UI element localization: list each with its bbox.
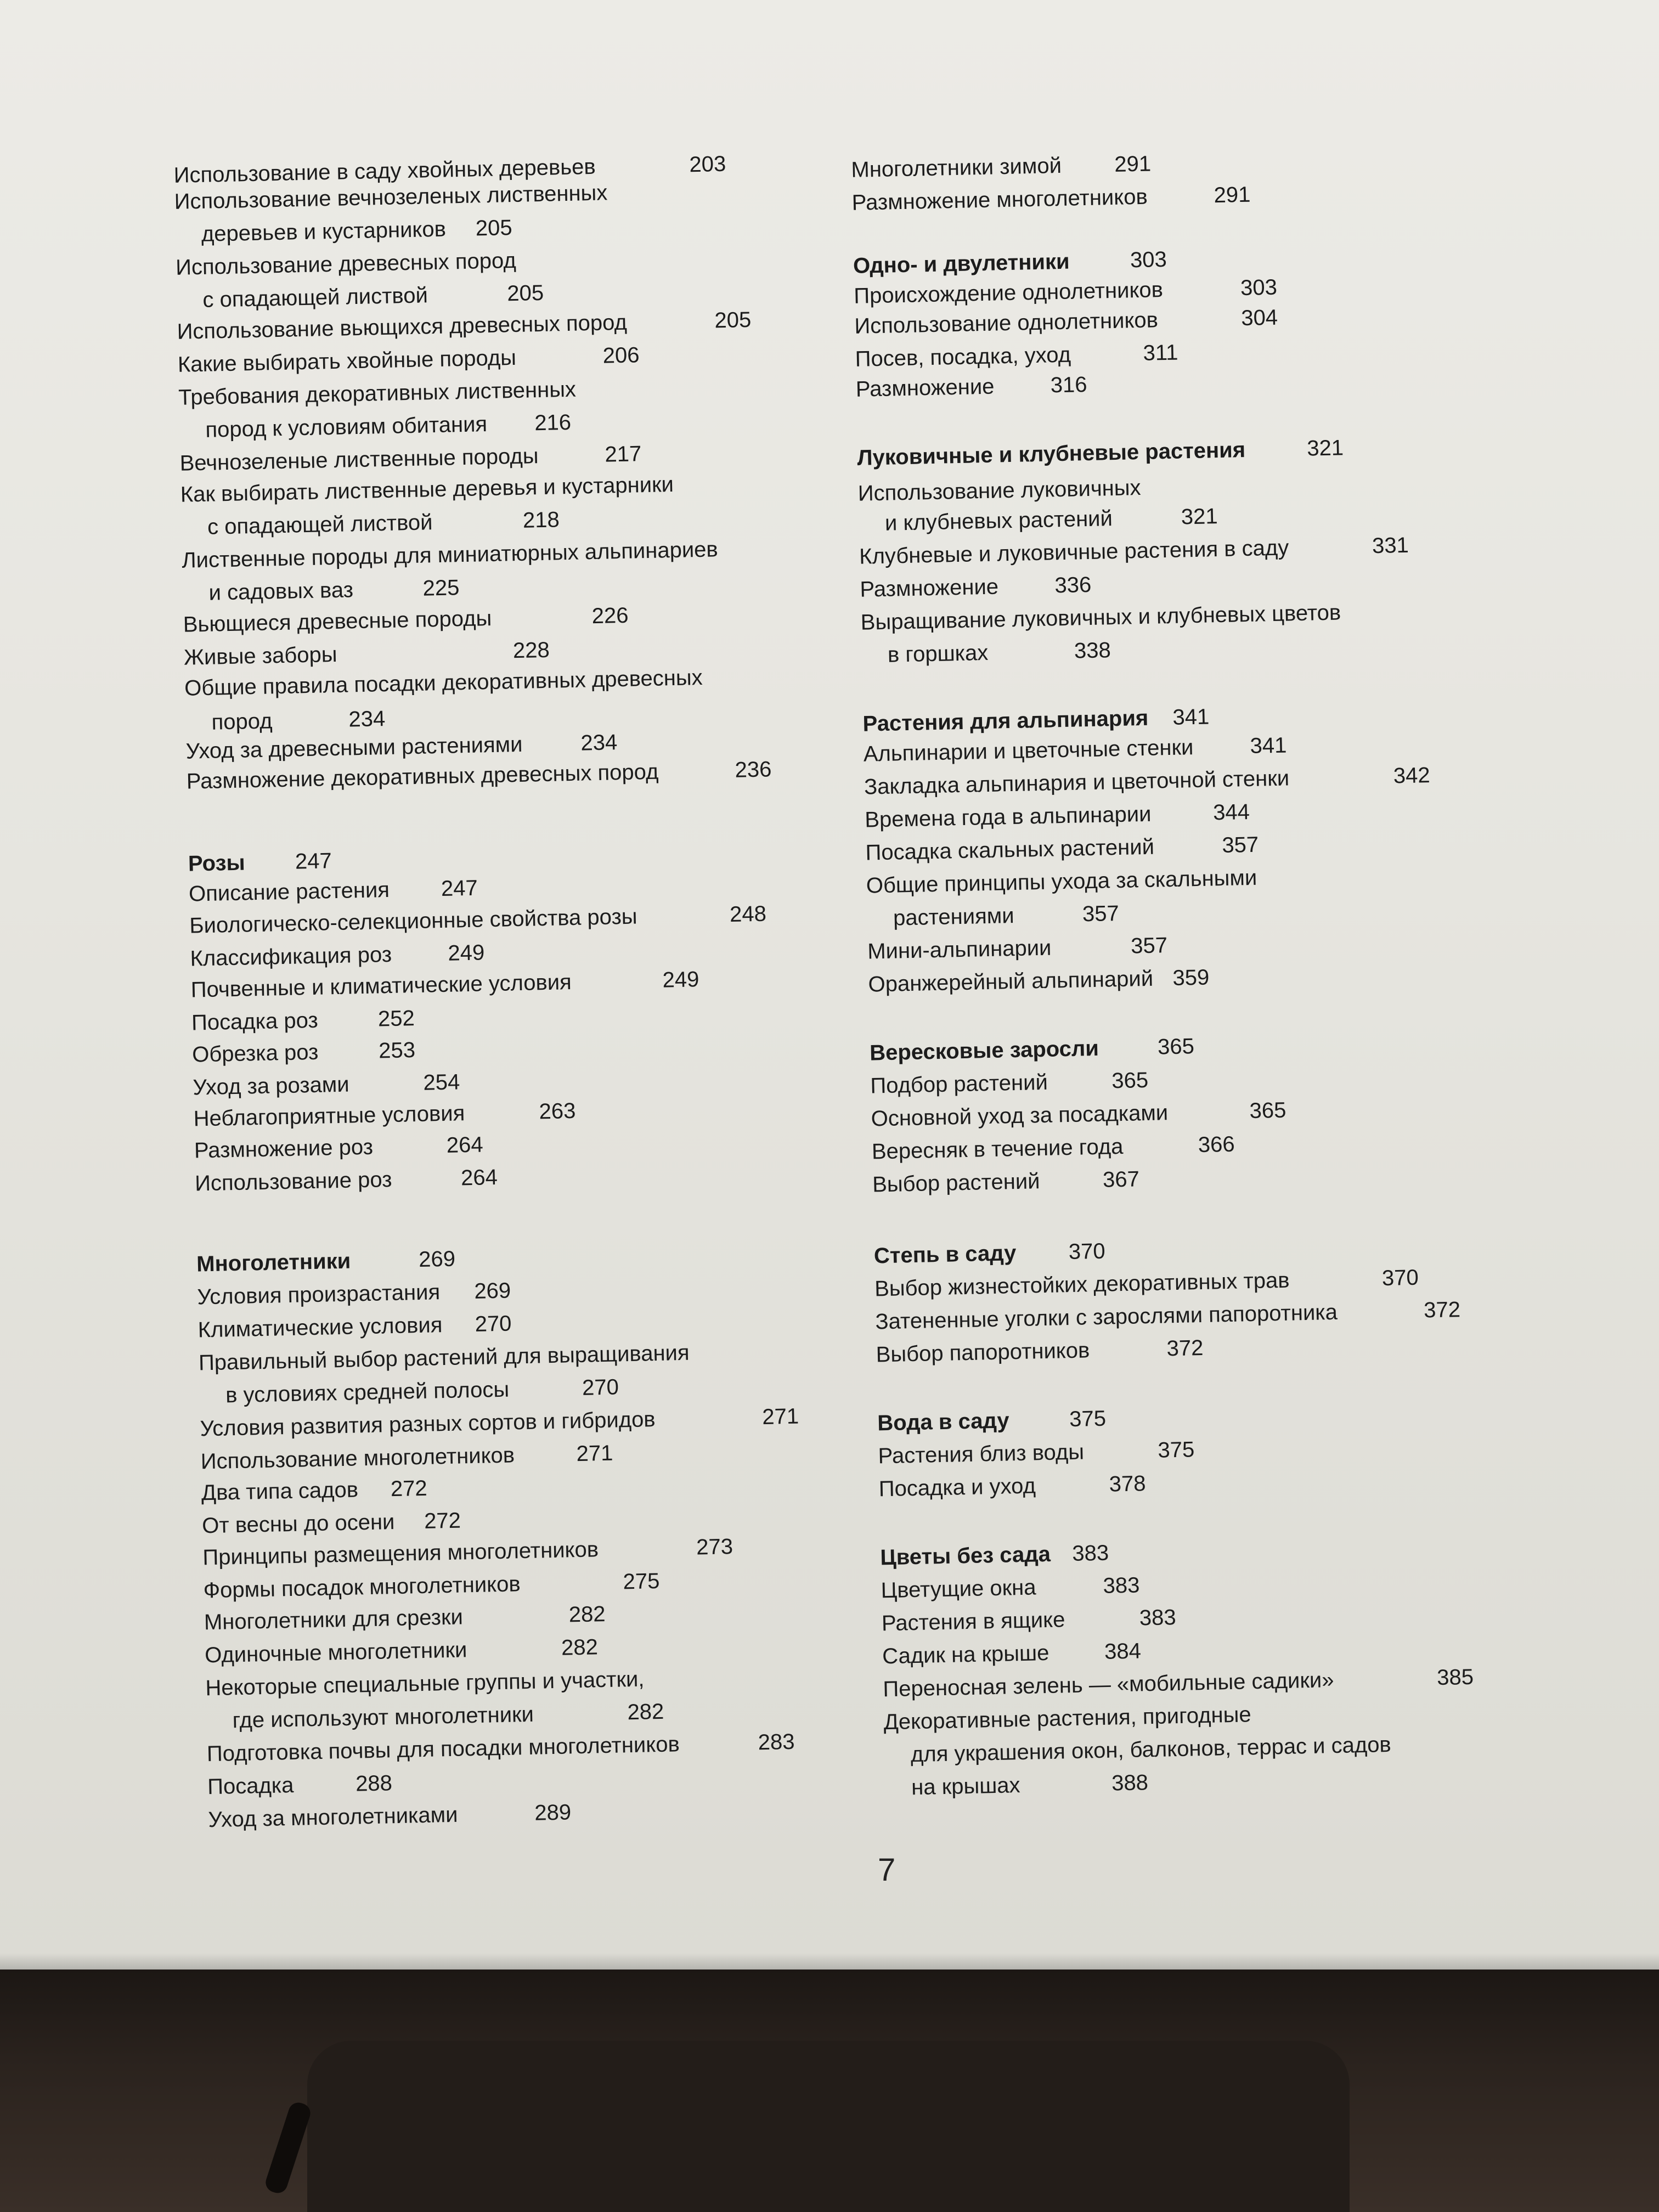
toc-entry-title: Степь в саду xyxy=(873,1241,1017,1268)
toc-entry-page: 217 xyxy=(605,442,642,467)
left-toc-entry xyxy=(207,506,560,544)
toc-entry-title: Одно- и двулетники xyxy=(853,249,1070,278)
toc-entry-title: Происхождение однолетников xyxy=(853,278,1164,308)
toc-entry-title: Использование вьющихся древесных пород xyxy=(177,310,628,344)
toc-entry-page: 383 xyxy=(1071,1541,1109,1566)
toc-entry-page: 370 xyxy=(1381,1265,1419,1291)
toc-entry-title: Мини-альпинарии xyxy=(867,935,1052,964)
toc-entry-title: Вересковые заросли xyxy=(869,1036,1099,1065)
toc-entry-title: с опадающей листвой xyxy=(202,283,428,312)
toc-entry-title: Вечнозеленые лиственные породы xyxy=(179,444,539,476)
toc-entry-page: 283 xyxy=(758,1729,795,1755)
toc-entry-page: 282 xyxy=(561,1635,599,1660)
right-toc-entry xyxy=(868,962,1210,1001)
toc-entry-page: 357 xyxy=(1130,933,1168,958)
toc-entry-page: 375 xyxy=(1069,1406,1107,1432)
toc-entry-page: 271 xyxy=(761,1404,799,1429)
toc-entry-page: 365 xyxy=(1249,1098,1286,1124)
toc-entry-title: Растения близ воды xyxy=(878,1440,1085,1469)
toc-entry-page: 226 xyxy=(591,603,629,629)
toc-entry-title: Общие принципы ухода за скальными xyxy=(866,865,1257,898)
toc-entry-title: Времена года в альпинарии xyxy=(864,802,1152,832)
right-section-heading xyxy=(880,1538,1109,1574)
toc-entry-page: 372 xyxy=(1423,1297,1461,1323)
toc-entry-title: с опадающей листвой xyxy=(207,510,433,539)
right-toc-entry xyxy=(864,798,1250,837)
right-toc-entry xyxy=(876,1334,1204,1371)
toc-entry-title: Использование древесных пород xyxy=(175,248,517,280)
toc-entry-page: 272 xyxy=(424,1508,461,1533)
toc-entry-title: Размножение роз xyxy=(194,1135,374,1163)
toc-entry-title: Выбор растений xyxy=(872,1169,1040,1197)
toc-entry-title: Размножение xyxy=(860,574,999,602)
toc-entry-title: Неблагоприятные условия xyxy=(193,1101,465,1131)
toc-entry-page: 228 xyxy=(512,637,550,663)
toc-entry-page: 236 xyxy=(735,757,772,782)
toc-entry-page: 375 xyxy=(1158,1437,1195,1463)
left-toc-entry xyxy=(200,1438,613,1478)
toc-entry-title: Одиночные многолетники xyxy=(204,1638,467,1668)
toc-entry-page: 248 xyxy=(729,901,767,927)
toc-entry-title: Выбор папоротников xyxy=(876,1338,1090,1367)
toc-entry-page: 365 xyxy=(1111,1068,1149,1093)
toc-entry-title: Оранжерейный альпинарий xyxy=(868,966,1154,997)
toc-entry-page: 370 xyxy=(1068,1239,1106,1265)
toc-entry-page: 272 xyxy=(390,1476,428,1502)
toc-entry-title: Переносная зелень — «мобильные садики» xyxy=(883,1668,1334,1702)
toc-entry-page: 275 xyxy=(623,1568,660,1594)
toc-entry-title: Вересняк в течение года xyxy=(871,1134,1124,1164)
toc-entry-page: 388 xyxy=(1111,1770,1149,1796)
toc-entry-page: 264 xyxy=(446,1132,484,1158)
toc-entry-page: 273 xyxy=(696,1534,733,1560)
toc-entry-title: Декоративные растения, пригодные xyxy=(883,1702,1252,1735)
toc-entry-title: Розы xyxy=(188,850,246,876)
toc-entry-title: Выбор жизнестойких декоративных трав xyxy=(874,1268,1290,1301)
toc-entry-title: Уход за многолетниками xyxy=(208,1802,458,1832)
toc-entry-title: Живые заборы xyxy=(183,642,337,670)
toc-entry-page: 270 xyxy=(475,1311,512,1336)
right-toc-entry xyxy=(878,1469,1146,1505)
toc-entry-title: Использование луковичных xyxy=(857,476,1141,506)
toc-entry-title: Описание растения xyxy=(188,877,390,906)
toc-entry-title: Два типа садов xyxy=(201,1477,359,1505)
right-toc-entry xyxy=(871,1096,1286,1135)
toc-entry-page: 269 xyxy=(473,1278,511,1304)
toc-entry-page: 372 xyxy=(1166,1335,1204,1361)
toc-entry-title: Цветущие окна xyxy=(881,1575,1036,1603)
toc-entry-title: Уход за розами xyxy=(193,1072,350,1100)
toc-entry-title: Размножение декоративных древесных пород xyxy=(186,759,659,794)
toc-entry-title: Принципы размещения многолетников xyxy=(202,1537,599,1570)
left-toc-entry xyxy=(193,1097,576,1135)
toc-entry-page: 366 xyxy=(1198,1132,1235,1158)
left-toc-entry xyxy=(193,1068,460,1104)
toc-entry-page: 338 xyxy=(1074,638,1111,663)
right-toc-entry xyxy=(870,1066,1149,1103)
toc-entry-title: Биологическо-селекционные свойства розы xyxy=(189,904,637,938)
left-toc-entry xyxy=(207,1769,393,1803)
toc-entry-title: в условиях средней полосы xyxy=(225,1377,510,1408)
right-toc-entry xyxy=(851,149,1152,187)
toc-entry-title: Многолетники зимой xyxy=(851,153,1062,182)
toc-entry-title: Классификация роз xyxy=(190,942,392,971)
toc-entry-title: Посадка и уход xyxy=(878,1474,1036,1502)
toc-entry-title: для украшения окон, балконов, террас и садов xyxy=(910,1732,1392,1767)
toc-entry-page: 342 xyxy=(1393,763,1431,788)
toc-entry-title: Многолетники xyxy=(196,1249,351,1277)
toc-entry-title: Использование многолетников xyxy=(200,1443,515,1474)
left-toc-entry xyxy=(188,873,478,911)
toc-entry-page: 205 xyxy=(506,280,544,306)
toc-entry-page: 247 xyxy=(441,876,478,901)
toc-entry-page: 311 xyxy=(1143,340,1178,365)
left-toc-entry xyxy=(201,213,513,251)
toc-entry-title: в горшках xyxy=(887,640,989,667)
toc-entry-page: 218 xyxy=(522,507,560,533)
right-section-heading xyxy=(857,433,1344,475)
toc-entry-page: 249 xyxy=(448,940,485,966)
toc-entry-title: Посев, посадка, уход xyxy=(855,342,1071,371)
background-object xyxy=(307,2041,1350,2212)
toc-entry-page: 357 xyxy=(1221,832,1259,858)
toc-entry-title: Лиственные породы для миниатюрных альпинариев xyxy=(181,537,719,573)
left-toc-entry xyxy=(191,1036,416,1071)
toc-entry-title: Климатические условия xyxy=(198,1313,443,1342)
right-toc-entry xyxy=(884,502,1218,540)
left-toc-entry xyxy=(201,1473,428,1509)
right-toc-entry xyxy=(867,932,1168,968)
toc-entry-page: 263 xyxy=(539,1098,576,1124)
toc-entry-page: 282 xyxy=(627,1699,664,1725)
right-toc-entry xyxy=(881,1571,1140,1607)
left-toc-entry xyxy=(191,1004,415,1040)
toc-entry-title: Как выбирать лиственные деревья и кустарники xyxy=(180,472,674,507)
right-toc-entry xyxy=(911,1769,1149,1804)
page-number: 7 xyxy=(878,1852,896,1888)
toc-entry-page: 303 xyxy=(1240,275,1278,301)
toc-entry-page: 254 xyxy=(422,1070,460,1095)
left-toc-entry xyxy=(197,1276,511,1313)
toc-entry-page: 291 xyxy=(1114,151,1152,177)
toc-entry-title: Основной уход за посадками xyxy=(871,1101,1169,1131)
toc-entry-title: Посадка скальных растений xyxy=(865,834,1155,865)
toc-entry-page: 234 xyxy=(348,707,386,732)
toc-entry-page: 385 xyxy=(1436,1664,1474,1690)
toc-entry-title: Луковичные и клубневые растения xyxy=(857,438,1246,470)
left-toc-entry xyxy=(176,244,517,284)
toc-entry-title: Вьющиеся древесные породы xyxy=(183,606,492,637)
toc-entry-title: Закладка альпинария и цветочной стенки xyxy=(864,766,1290,799)
toc-entry-title: где используют многолетники xyxy=(232,1702,534,1733)
left-toc-entry xyxy=(203,1567,660,1607)
toc-entry-page: 316 xyxy=(1050,373,1087,398)
toc-entry-page: 203 xyxy=(689,151,726,177)
right-toc-entry xyxy=(878,1436,1195,1473)
right-toc-entry xyxy=(871,1130,1235,1169)
toc-entry-title: Общие правила посадки декоративных древесных xyxy=(184,665,703,701)
toc-entry-page: 282 xyxy=(568,1602,606,1627)
right-toc-entry xyxy=(854,303,1278,343)
toc-entry-title: растениями xyxy=(893,904,1015,930)
toc-entry-page: 357 xyxy=(1082,901,1120,927)
toc-entry-page: 264 xyxy=(460,1165,498,1190)
toc-entry-title: Посадка роз xyxy=(191,1008,319,1035)
right-toc-entry xyxy=(893,899,1120,935)
right-toc-entry xyxy=(855,338,1178,376)
right-section-heading xyxy=(869,1032,1195,1070)
toc-entry-title: пород xyxy=(211,709,273,735)
right-section-heading xyxy=(877,1404,1107,1440)
right-toc-entry xyxy=(865,831,1259,870)
toc-entry-title: деревьев и кустарников xyxy=(201,217,447,246)
toc-entry-page: 341 xyxy=(1172,704,1210,730)
toc-entry-page: 367 xyxy=(1102,1167,1140,1192)
toc-entry-page: 206 xyxy=(602,343,640,368)
toc-entry-title: Клубневые и луковичные растения в саду xyxy=(859,535,1289,569)
toc-column-right xyxy=(848,0,1656,1909)
toc-entry-page: 383 xyxy=(1103,1573,1140,1598)
right-toc-entry xyxy=(855,370,1087,406)
toc-entry-title: Уход за древесными растениями xyxy=(185,732,523,764)
toc-entry-title: Многолетники для срезки xyxy=(204,1605,464,1635)
right-toc-entry xyxy=(887,636,1111,672)
right-toc-entry xyxy=(872,1165,1140,1201)
toc-entry-title: Подготовка почвы для посадки многолетников xyxy=(206,1732,680,1767)
left-toc-entry xyxy=(194,1163,498,1200)
toc-entry-title: Посадка xyxy=(207,1773,294,1799)
toc-entry-title: Выращивание луковичных и клубневых цветов xyxy=(860,600,1341,635)
toc-entry-title: Растения для альпинария xyxy=(862,706,1149,736)
toc-entry-title: на крышах xyxy=(911,1773,1020,1800)
left-toc-entry xyxy=(204,1633,599,1672)
toc-entry-title: Какие выбирать хвойные породы xyxy=(177,345,517,377)
toc-entry-page: 205 xyxy=(475,216,513,241)
toc-entry-page: 365 xyxy=(1157,1034,1195,1059)
left-section-heading xyxy=(196,1245,456,1281)
toc-entry-page: 253 xyxy=(378,1038,416,1063)
toc-entry-title: Подбор растений xyxy=(870,1070,1048,1098)
right-toc-entry xyxy=(881,1603,1177,1640)
toc-entry-page: 234 xyxy=(580,730,618,755)
toc-entry-page: 289 xyxy=(534,1800,572,1825)
left-toc-entry xyxy=(198,1308,512,1346)
toc-entry-title: Размножение многолетников xyxy=(851,184,1148,215)
toc-entry-page: 336 xyxy=(1054,572,1092,598)
toc-entry-page: 344 xyxy=(1212,799,1250,825)
right-toc-entry xyxy=(860,570,1092,606)
left-toc-entry xyxy=(183,602,629,641)
left-toc-entry xyxy=(204,1600,606,1639)
toc-entry-page: 331 xyxy=(1372,533,1409,558)
toc-entry-page: 359 xyxy=(1172,965,1210,990)
left-toc-entry xyxy=(208,573,460,610)
toc-entry-title: Формы посадок многолетников xyxy=(203,1572,521,1603)
toc-entry-page: 378 xyxy=(1109,1471,1146,1497)
toc-entry-title: Обрезка роз xyxy=(191,1040,319,1067)
toc-entry-title: Цветы без сада xyxy=(880,1542,1051,1570)
left-toc-entry xyxy=(201,1505,461,1542)
toc-entry-title: Растения в ящике xyxy=(881,1607,1065,1636)
toc-entry-page: 384 xyxy=(1104,1639,1142,1664)
toc-entry-page: 271 xyxy=(576,1441,613,1466)
toc-entry-title: и садовых ваз xyxy=(208,578,354,605)
toc-entry-title: Использование в саду хвойных деревьев xyxy=(173,154,596,188)
toc-entry-title: Вода в саду xyxy=(877,1408,1010,1436)
toc-entry-page: 269 xyxy=(418,1246,456,1272)
left-toc-entry xyxy=(208,1798,572,1837)
toc-entry-title: Использование роз xyxy=(194,1167,392,1196)
toc-entry-title: Условия развития разных сортов и гибридов xyxy=(200,1407,656,1441)
toc-entry-title: Размножение xyxy=(855,374,995,402)
toc-entry-page: 205 xyxy=(714,307,752,333)
toc-entry-title: Почвенные и климатические условия xyxy=(190,970,572,1002)
toc-entry-title: Альпинарии и цветочные стенки xyxy=(863,735,1194,766)
toc-entry-title: Некоторые специальные группы и участки, xyxy=(205,1667,645,1701)
left-section-heading xyxy=(188,846,332,880)
toc-entry-page: 321 xyxy=(1306,436,1344,461)
toc-entry-title: Условия произрастания xyxy=(197,1280,441,1310)
right-toc-entry xyxy=(851,180,1251,219)
toc-entry-title: пород к условиям обитания xyxy=(205,412,488,442)
toc-entry-page: 270 xyxy=(582,1375,619,1400)
right-section-heading xyxy=(873,1237,1106,1272)
toc-entry-title: и клубневых растений xyxy=(884,506,1113,535)
toc-entry-page: 225 xyxy=(422,575,460,601)
toc-entry-page: 249 xyxy=(662,967,699,992)
toc-entry-page: 304 xyxy=(1240,305,1278,331)
toc-entry-title: Садик на крыше xyxy=(882,1640,1049,1669)
toc-entry-page: 341 xyxy=(1250,733,1287,758)
toc-entry-title: Правильный выбор растений для выращивания xyxy=(198,1340,690,1375)
toc-entry-page: 321 xyxy=(1181,504,1218,529)
toc-entry-title: Затененные уголки с зарослями папоротника xyxy=(875,1300,1338,1334)
left-toc-entry xyxy=(194,1131,484,1167)
toc-entry-page: 247 xyxy=(295,849,332,874)
left-toc-entry xyxy=(205,408,572,447)
left-toc-entry xyxy=(225,1373,619,1412)
toc-entry-title: Использование вечнозеленых лиственных xyxy=(174,180,608,214)
toc-entry-title: От весны до осени xyxy=(201,1510,395,1538)
toc-entry-page: 303 xyxy=(1130,247,1167,273)
toc-entry-page: 288 xyxy=(355,1771,393,1796)
toc-entry-title: Использование однолетников xyxy=(854,308,1159,338)
toc-entry-page: 383 xyxy=(1139,1605,1177,1630)
toc-entry-page: 291 xyxy=(1214,182,1251,208)
toc-entry-page: 216 xyxy=(534,410,572,436)
right-toc-entry xyxy=(882,1637,1142,1673)
toc-entry-page: 252 xyxy=(377,1006,415,1031)
toc-entry-title: Требования декоративных лиственных xyxy=(178,377,577,410)
